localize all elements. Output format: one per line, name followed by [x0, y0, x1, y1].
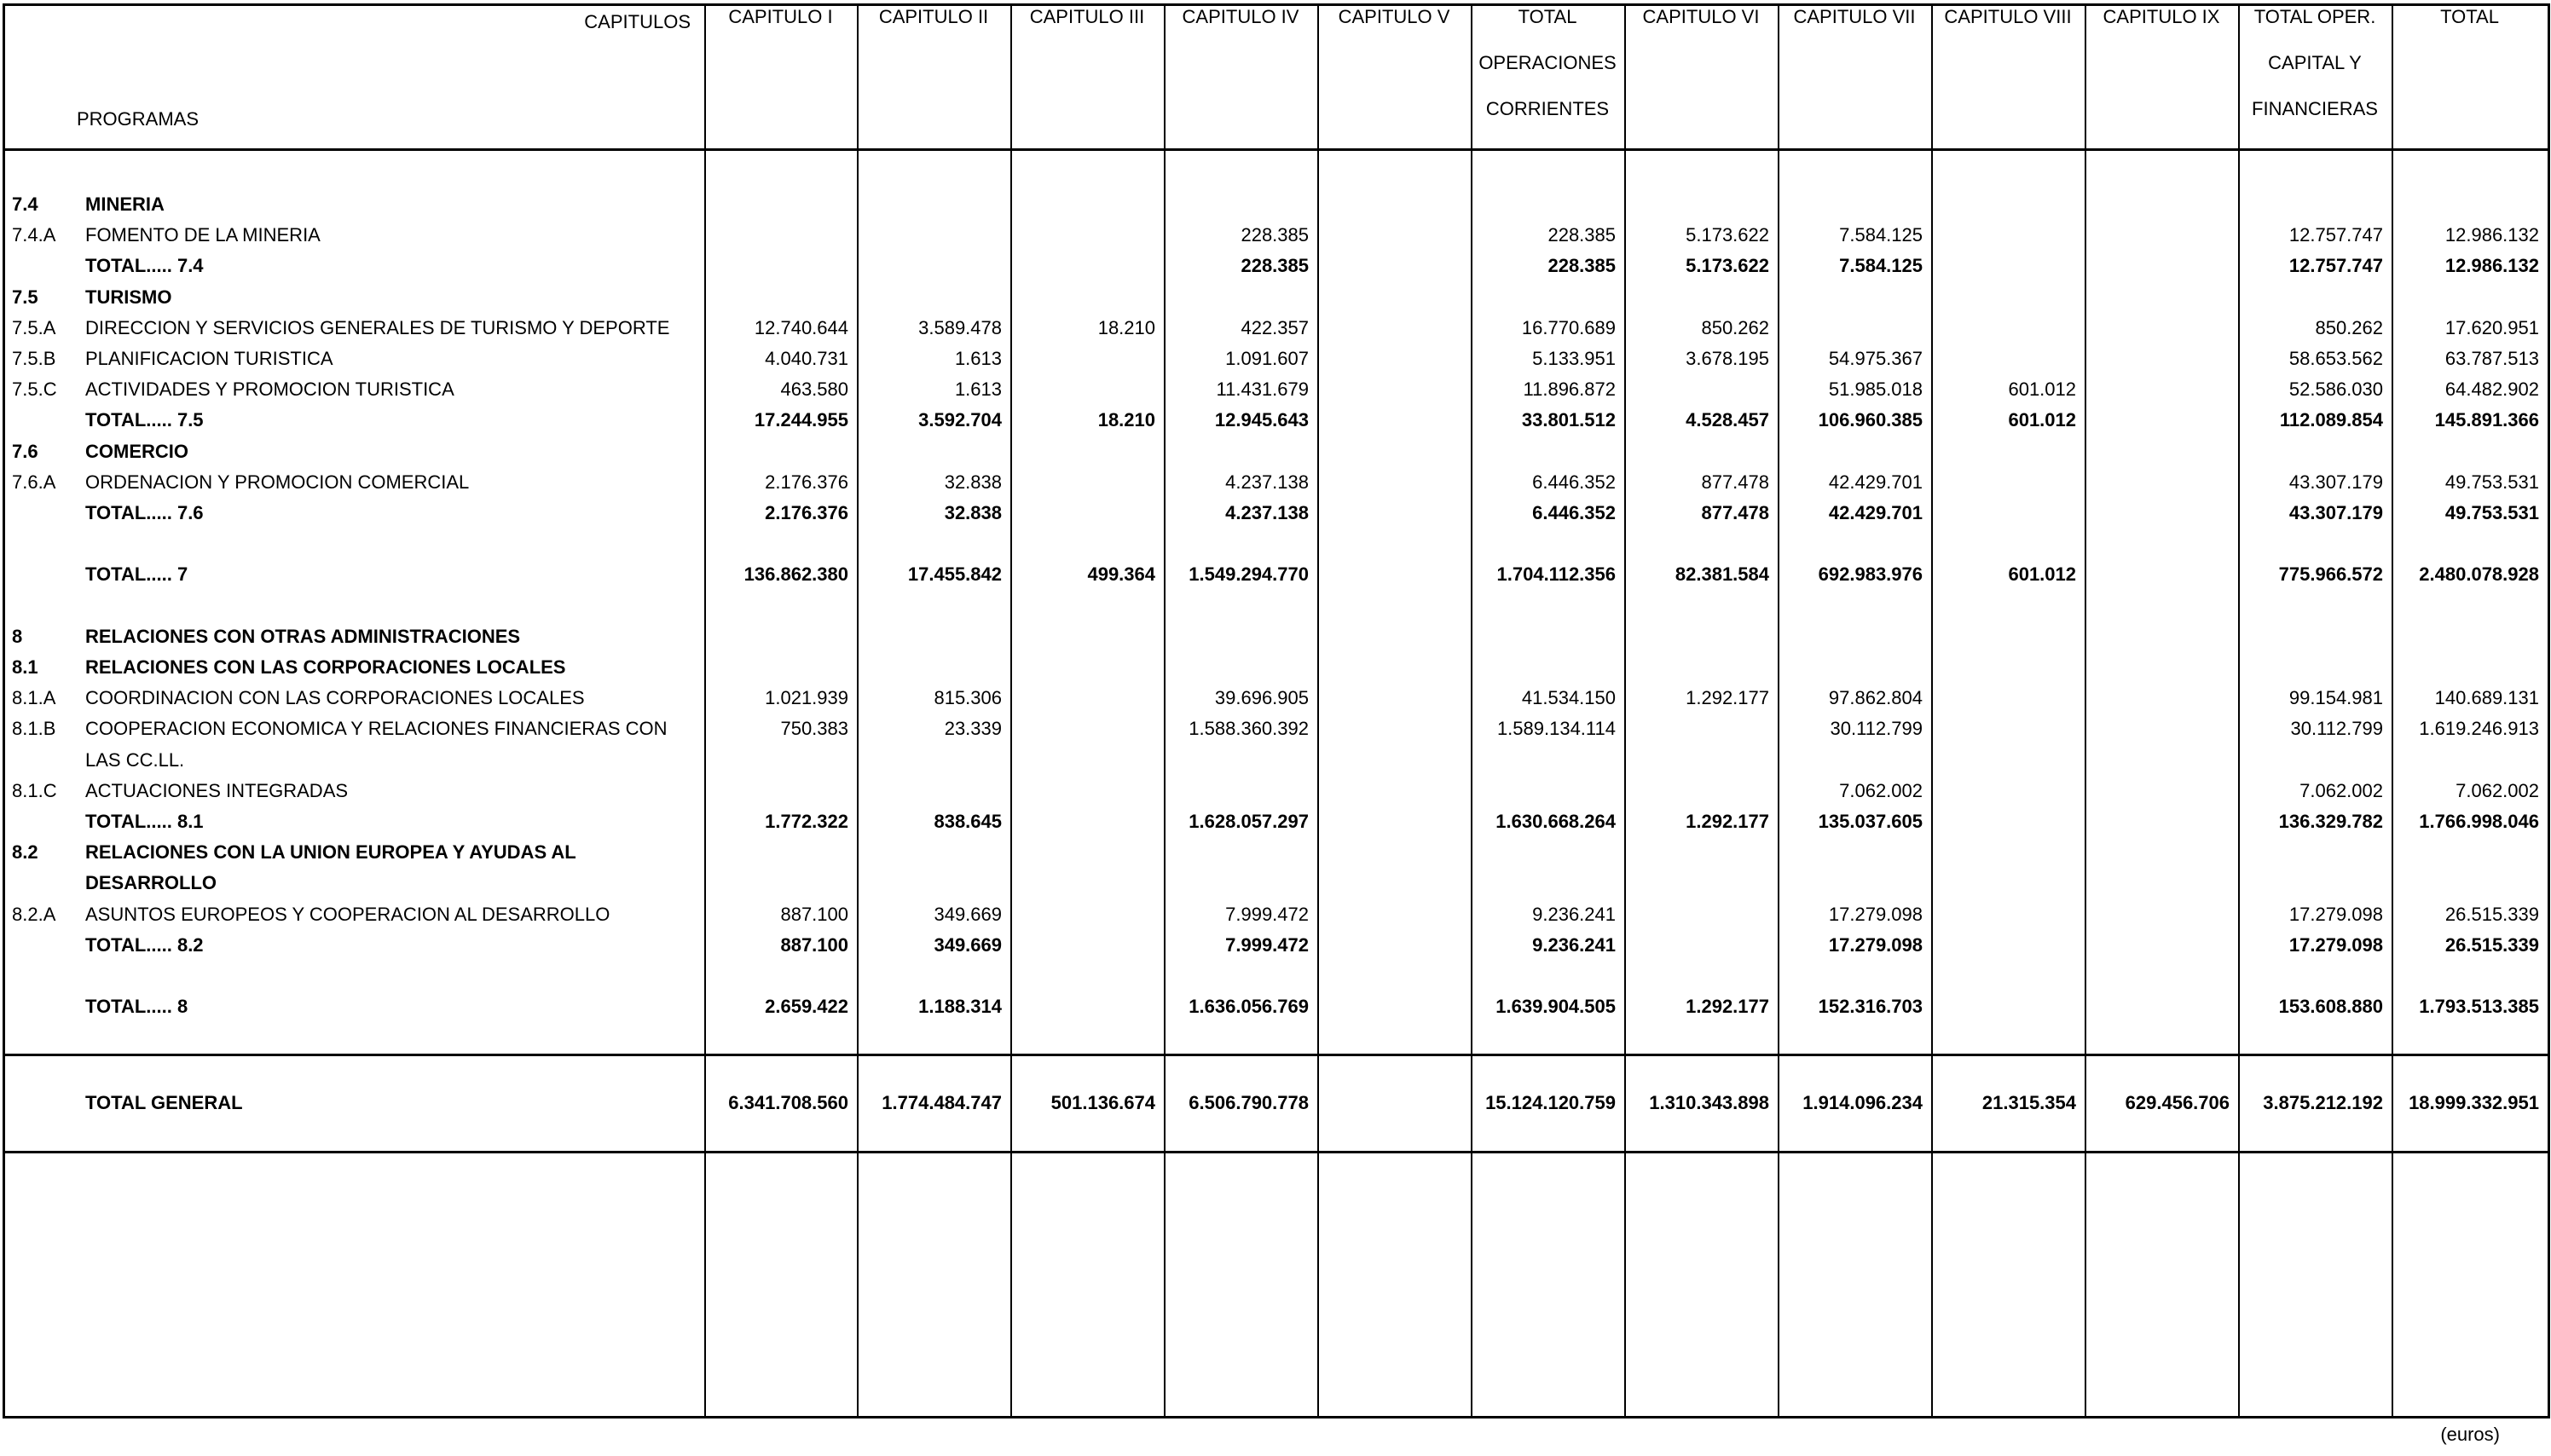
table-cell: 228.385	[1547, 224, 1616, 246]
table-cell: 7.062.002	[2299, 779, 2383, 801]
column-rule	[857, 3, 859, 1417]
column-header: CAPITULO VI	[1642, 6, 1760, 27]
table-cell: 12.945.643	[1214, 409, 1309, 431]
column-rule	[2548, 3, 2550, 1417]
column-header: CAPITULO III	[1029, 6, 1145, 27]
table-cell: 5.173.622	[1686, 255, 1769, 277]
table-cell: 2.659.422	[765, 996, 848, 1018]
column-header: TOTAL OPER.	[2253, 6, 2376, 27]
table-cell: 43.307.179	[2288, 502, 2383, 523]
table-cell: 7.584.125	[1839, 224, 1923, 246]
table-cell: 1.292.177	[1686, 687, 1769, 709]
table-cell: 49.753.531	[2444, 502, 2539, 523]
column-header: CAPITAL Y	[2268, 52, 2362, 73]
row-label: PLANIFICACION TURISTICA	[85, 348, 333, 369]
table-cell: 7.062.002	[2456, 779, 2539, 801]
table-cell: 12.740.644	[754, 316, 848, 338]
table-cell: 349.669	[934, 933, 1002, 956]
table-cell: 17.279.098	[2288, 903, 2383, 925]
column-header: CAPITULO VII	[1793, 6, 1916, 27]
row-label: TURISMO	[85, 286, 172, 308]
table-cell: 7.999.472	[1225, 933, 1309, 956]
row-code: 8.1.C	[12, 779, 57, 801]
table-cell: 1.704.112.356	[1496, 563, 1616, 586]
row-code: 7.5.B	[12, 348, 56, 369]
row-label: FOMENTO DE LA MINERIA	[85, 224, 321, 246]
units-note: (euros)	[2440, 1424, 2500, 1445]
total-general-cell: 15.124.120.759	[1485, 1092, 1616, 1113]
table-cell: 601.012	[2008, 563, 2076, 586]
table-cell: 12.757.747	[2288, 255, 2383, 277]
table-cell: 52.586.030	[2288, 378, 2383, 401]
table-cell: 463.580	[780, 378, 848, 401]
total-general-cell: 1.310.343.898	[1649, 1092, 1769, 1113]
row-rule	[3, 1151, 2550, 1153]
table-cell: 97.862.804	[1828, 687, 1923, 709]
table-cell: 1.292.177	[1686, 996, 1769, 1018]
table-cell: 1.091.607	[1225, 348, 1309, 369]
table-cell: 1.613	[954, 348, 1002, 369]
row-label: ORDENACION Y PROMOCION COMERCIAL	[85, 471, 470, 493]
total-general-cell: 18.999.332.951	[2409, 1092, 2539, 1113]
row-label: RELACIONES CON OTRAS ADMINISTRACIONES	[85, 625, 521, 647]
table-cell: 1.588.360.392	[1189, 718, 1309, 740]
table-cell: 775.966.572	[2278, 563, 2383, 586]
table-cell: 1.549.294.770	[1189, 563, 1309, 586]
table-cell: 1.589.134.114	[1496, 718, 1616, 740]
row-code: 8.2	[12, 841, 38, 864]
table-cell: 17.279.098	[1828, 903, 1923, 925]
table-cell: 63.787.513	[2444, 348, 2539, 369]
table-cell: 3.592.704	[918, 409, 1002, 431]
table-cell: 1.772.322	[765, 811, 848, 832]
row-label: COMERCIO	[85, 440, 188, 462]
table-cell: 422.357	[1241, 316, 1309, 338]
table-cell: 9.236.241	[1532, 903, 1616, 925]
table-cell: 58.653.562	[2288, 348, 2383, 369]
table-cell: 30.112.799	[2290, 718, 2383, 740]
table-cell: 3.589.478	[918, 316, 1002, 338]
row-code: 7.5.A	[12, 316, 56, 338]
table-cell: 887.100	[780, 903, 848, 925]
table-cell: 4.040.731	[765, 348, 848, 369]
row-label: ACTUACIONES INTEGRADAS	[85, 779, 349, 801]
table-cell: 3.678.195	[1686, 348, 1769, 369]
table-cell: 7.062.002	[1839, 779, 1923, 801]
table-cell: 140.689.131	[2434, 687, 2539, 709]
table-cell: 17.620.951	[2444, 316, 2539, 338]
table-cell: 2.480.078.928	[2419, 563, 2539, 586]
table-cell: 1.628.057.297	[1189, 811, 1309, 832]
total-general-cell: 1.774.484.747	[882, 1092, 1002, 1113]
table-cell: 1.636.056.769	[1189, 996, 1309, 1018]
table-cell: 11.896.872	[1523, 378, 1616, 401]
table-cell: 12.757.747	[2288, 224, 2383, 246]
column-header: CORRIENTES	[1485, 98, 1610, 119]
table-cell: 26.515.339	[2444, 903, 2539, 925]
column-rule	[2392, 3, 2393, 1417]
table-cell: 2.176.376	[765, 502, 848, 523]
table-cell: 5.133.951	[1532, 348, 1616, 369]
table-cell: 17.279.098	[1828, 933, 1923, 956]
table-cell: 887.100	[780, 933, 848, 956]
total-general-cell: 21.315.354	[1981, 1092, 2076, 1113]
table-cell: 349.669	[934, 903, 1002, 925]
row-rule	[3, 1054, 2550, 1056]
table-cell: 4.237.138	[1225, 502, 1309, 523]
table-cell: 692.983.976	[1818, 563, 1923, 586]
table-cell: 7.999.472	[1225, 903, 1309, 925]
row-label: TOTAL..... 8.2	[85, 933, 204, 956]
table-cell: 39.696.905	[1214, 687, 1309, 709]
row-label: COORDINACION CON LAS CORPORACIONES LOCALES	[85, 687, 585, 709]
column-header: CAPITULO V	[1338, 6, 1450, 27]
table-cell: 82.381.584	[1675, 563, 1769, 586]
table-cell: 49.753.531	[2444, 471, 2539, 493]
table-cell: 26.515.339	[2444, 933, 2539, 956]
table-cell: 4.237.138	[1225, 471, 1309, 493]
table-cell: 228.385	[1547, 255, 1616, 277]
table-cell: 17.244.955	[754, 409, 848, 431]
row-label: TOTAL..... 8.1	[85, 811, 204, 832]
table-cell: 6.446.352	[1532, 471, 1616, 493]
table-cell: 106.960.385	[1818, 409, 1923, 431]
row-code: 8.1.B	[12, 718, 56, 740]
table-cell: 12.986.132	[2444, 224, 2539, 246]
row-code: 7.5.C	[12, 378, 57, 401]
table-cell: 601.012	[2008, 378, 2076, 401]
table-cell: 815.306	[934, 687, 1002, 709]
row-label: TOTAL..... 7.6	[85, 502, 204, 523]
table-cell: 30.112.799	[1830, 718, 1923, 740]
table-cell: 2.176.376	[765, 471, 848, 493]
total-general-cell: 629.456.706	[2125, 1092, 2230, 1113]
table-cell: 1.613	[954, 378, 1002, 401]
table-cell: 32.838	[944, 471, 1002, 493]
row-label: COOPERACION ECONOMICA Y RELACIONES FINANCIERAS CON	[85, 718, 668, 740]
column-rule	[1164, 3, 1166, 1417]
row-rule	[3, 3, 2550, 6]
table-cell: 51.985.018	[1828, 378, 1923, 401]
row-label: TOTAL..... 7.4	[85, 255, 204, 277]
column-rule	[704, 3, 706, 1417]
table-cell: 4.528.457	[1686, 409, 1769, 431]
table-cell: 136.329.782	[2278, 811, 2383, 832]
table-cell: 136.862.380	[743, 563, 848, 586]
capitulos-header: CAPITULOS	[584, 11, 691, 32]
total-general-cell: 6.341.708.560	[728, 1092, 848, 1113]
row-label: LAS CC.LL.	[85, 748, 185, 771]
table-cell: 1.793.513.385	[2419, 996, 2539, 1018]
total-general-label: TOTAL GENERAL	[85, 1092, 243, 1113]
row-code: 8.2.A	[12, 903, 56, 925]
column-rule	[1010, 3, 1012, 1417]
table-cell: 7.584.125	[1839, 255, 1923, 277]
table-cell: 16.770.689	[1521, 316, 1616, 338]
column-header: CAPITULO IX	[2103, 6, 2220, 27]
table-cell: 41.534.150	[1521, 687, 1616, 709]
column-rule	[1778, 3, 1779, 1417]
programas-header: PROGRAMAS	[77, 108, 200, 130]
row-label: RELACIONES CON LA UNION EUROPEA Y AYUDAS AL	[85, 841, 576, 864]
table-cell: 1.619.246.913	[2419, 718, 2539, 740]
table-cell: 1.188.314	[918, 996, 1002, 1018]
column-rule	[1624, 3, 1626, 1417]
table-cell: 9.236.241	[1532, 933, 1616, 956]
table-cell: 12.986.132	[2444, 255, 2539, 277]
column-rule	[2238, 3, 2240, 1417]
table-cell: 1.630.668.264	[1495, 811, 1616, 832]
table-cell: 42.429.701	[1828, 502, 1923, 523]
column-rule	[1471, 3, 1472, 1417]
table-cell: 601.012	[2008, 409, 2076, 431]
total-general-cell: 6.506.790.778	[1189, 1092, 1309, 1113]
table-cell: 877.478	[1701, 471, 1769, 493]
column-rule	[1931, 3, 1933, 1417]
column-header: CAPITULO I	[728, 6, 833, 27]
table-cell: 135.037.605	[1818, 811, 1923, 832]
column-rule	[2085, 3, 2086, 1417]
table-cell: 6.446.352	[1532, 502, 1616, 523]
row-label: RELACIONES CON LAS CORPORACIONES LOCALES	[85, 656, 566, 678]
row-code: 7.6	[12, 440, 38, 462]
table-cell: 43.307.179	[2288, 471, 2383, 493]
row-code: 7.4.A	[12, 224, 56, 246]
table-cell: 499.364	[1087, 563, 1155, 586]
table-cell: 1.292.177	[1686, 811, 1769, 832]
table-cell: 228.385	[1241, 255, 1309, 277]
row-code: 8.1.A	[12, 687, 56, 709]
row-label: TOTAL..... 7.5	[85, 409, 204, 431]
column-header: TOTAL	[2440, 6, 2499, 27]
table-cell: 850.262	[2315, 316, 2383, 338]
table-cell: 42.429.701	[1828, 471, 1923, 493]
row-rule	[3, 1416, 2550, 1418]
table-cell: 33.801.512	[1521, 409, 1616, 431]
table-cell: 877.478	[1701, 502, 1769, 523]
table-cell: 838.645	[934, 811, 1002, 832]
table-cell: 18.210	[1097, 316, 1155, 338]
row-code: 7.5	[12, 286, 38, 308]
row-label: MINERIA	[85, 194, 165, 215]
table-cell: 99.154.981	[2288, 687, 2383, 709]
row-rule	[3, 148, 2550, 151]
table-cell: 32.838	[944, 502, 1002, 523]
row-label: DIRECCION Y SERVICIOS GENERALES DE TURISMO Y DEPORTE	[85, 316, 670, 338]
column-header: OPERACIONES	[1478, 52, 1617, 73]
row-label: ASUNTOS EUROPEOS Y COOPERACION AL DESARROLLO	[85, 903, 610, 925]
table-cell: 1.766.998.046	[2419, 811, 2539, 832]
row-code: 8	[12, 625, 23, 647]
table-cell: 5.173.622	[1686, 224, 1769, 246]
table-cell: 17.279.098	[2288, 933, 2383, 956]
row-label: TOTAL..... 8	[85, 996, 188, 1018]
table-cell: 64.482.902	[2444, 378, 2539, 401]
table-cell: 145.891.366	[2434, 409, 2539, 431]
row-code: 8.1	[12, 656, 38, 678]
table-cell: 1.021.939	[765, 687, 848, 709]
column-header: CAPITULO IV	[1182, 6, 1299, 27]
total-general-cell: 1.914.096.234	[1802, 1092, 1923, 1113]
table-cell: 54.975.367	[1828, 348, 1923, 369]
table-cell: 112.089.854	[2279, 409, 2383, 431]
row-code: 7.6.A	[12, 471, 56, 493]
table-cell: 750.383	[780, 718, 848, 740]
column-header: FINANCIERAS	[2252, 98, 2378, 119]
table-cell: 17.455.842	[907, 563, 1002, 586]
row-code: 7.4	[12, 194, 38, 215]
total-general-cell: 3.875.212.192	[2263, 1092, 2383, 1113]
table-cell: 11.431.679	[1216, 378, 1309, 401]
table-cell: 228.385	[1241, 224, 1309, 246]
total-general-cell: 501.136.674	[1050, 1092, 1155, 1113]
column-header: CAPITULO II	[878, 6, 989, 27]
row-label: TOTAL..... 7	[85, 563, 188, 586]
table-cell: 153.608.880	[2278, 996, 2383, 1018]
table-cell: 152.316.703	[1818, 996, 1923, 1018]
row-label: DESARROLLO	[85, 872, 217, 894]
column-rule	[1317, 3, 1319, 1417]
column-rule	[3, 3, 5, 1417]
table-cell: 1.639.904.505	[1495, 996, 1616, 1018]
column-header: CAPITULO VIII	[1944, 6, 2072, 27]
column-header: TOTAL	[1518, 6, 1577, 27]
table-cell: 18.210	[1097, 409, 1155, 431]
table-cell: 850.262	[1701, 316, 1769, 338]
table-cell: 23.339	[944, 718, 1002, 740]
row-label: ACTIVIDADES Y PROMOCION TURISTICA	[85, 378, 454, 401]
